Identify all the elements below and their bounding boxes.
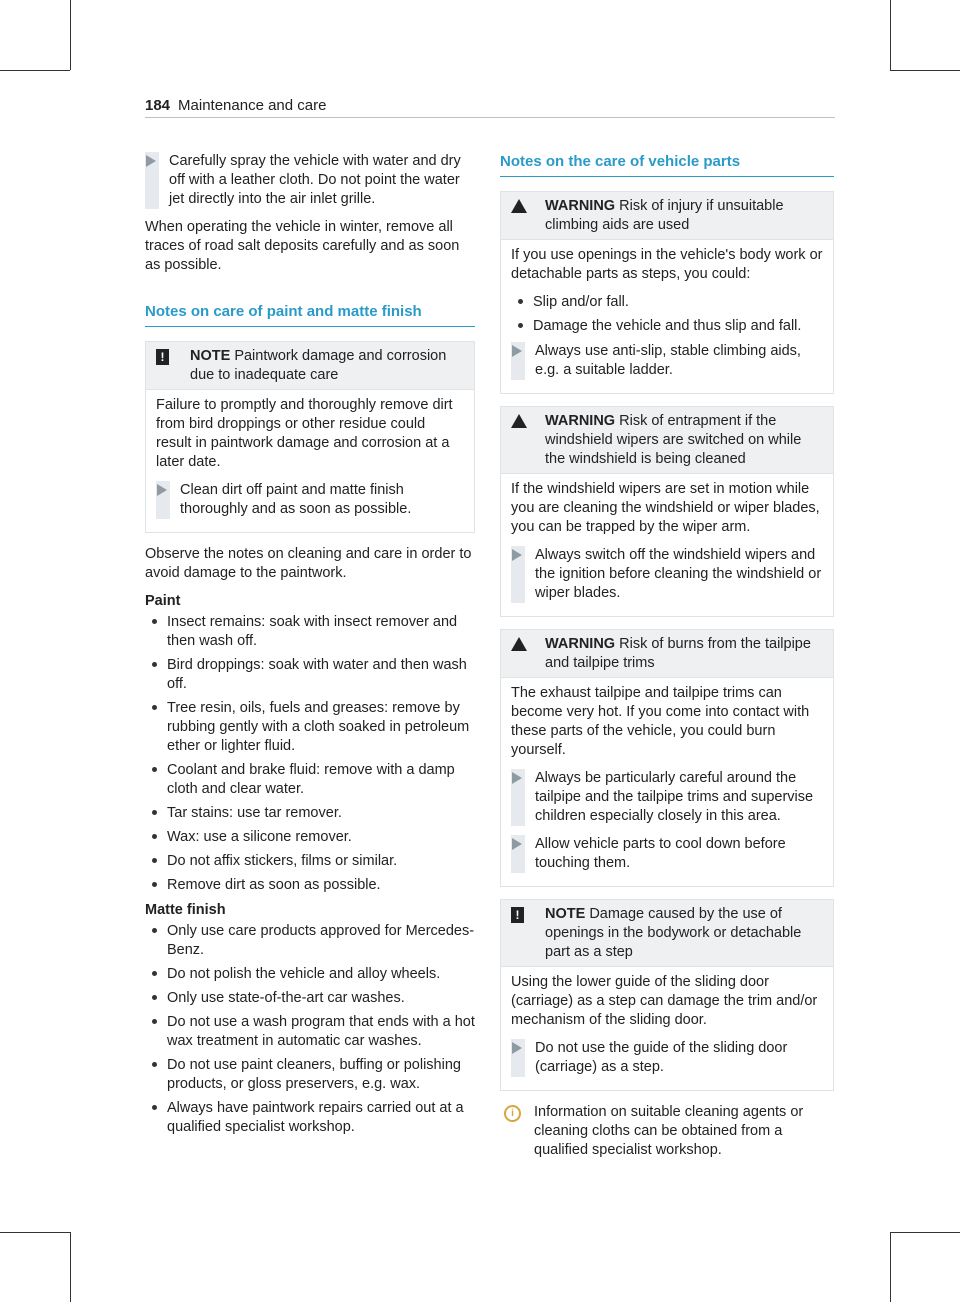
list-item: Do not polish the vehicle and alloy wheels. — [145, 965, 475, 984]
list-item: Coolant and brake fluid: remove with a damp cloth and clear water. — [145, 761, 475, 799]
warning-box: WARNING Risk of injury if unsuitable climbing aids are used If you use openings in the vehicle's body work or detachable parts as steps, you could: Slip and/or fall. Damage the vehicle and thus slip and fall. Always use anti-slip, stable climbing aids, e.g. a suitable ladder. — [500, 191, 834, 394]
list-item: Damage the vehicle and thus slip and fall. — [511, 317, 823, 336]
list-item: Only use care products approved for Mercedes-Benz. — [145, 922, 475, 960]
list-item: Do not affix stickers, films or similar. — [145, 852, 475, 871]
crop-mark — [70, 1232, 71, 1302]
right-column — [500, 152, 834, 1160]
crop-mark — [890, 1232, 891, 1302]
crop-mark — [0, 70, 70, 71]
crop-mark — [0, 1232, 70, 1233]
paragraph: Observe the notes on cleaning and care in order to avoid damage to the paintwork. — [145, 546, 472, 581]
warning-box: WARNING Risk of entrapment if the windshield wipers are switched on while the windshield is being cleaned If the windshield wipers are set in motion while you are cleaning the windshield or wiper blades, you can be trapped by the wiper arm. Always switch off the windshield wipers and the ignition before cleaning the windshield or wiper blades. — [500, 406, 834, 617]
instruction-step: Clean dirt off paint and matte finish thoroughly and as soon as possible. — [156, 481, 464, 519]
info-icon: i — [504, 1105, 521, 1122]
note-box: ! NOTE Damage caused by the use of openings in the bodywork or detachable part as a step Using the lower guide of the sliding door (carriage) as a step can damage the trim and/or mechanism of the sliding door. Do not use the guide of the sliding door (carriage) as a step. — [500, 899, 834, 1091]
page-number: 184 — [145, 97, 171, 114]
list-item: Tree resin, oils, fuels and greases: remove by rubbing gently with a cloth soaked in petroleum ether or lighter fluid. — [145, 699, 475, 756]
subheading-paint: Paint — [145, 593, 181, 609]
instruction-step: Allow vehicle parts to cool down before touching them. — [511, 835, 823, 873]
list-item: Always have paintwork repairs carried out at a qualified specialist workshop. — [145, 1099, 475, 1137]
warning-icon — [511, 414, 527, 428]
instruction-step: Always be particularly careful around the tailpipe and the tailpipe trims and supervise children especially closely in this area. — [511, 769, 823, 826]
arrow-icon — [157, 484, 167, 496]
list-item: Slip and/or fall. — [511, 293, 823, 312]
instruction-step: Do not use the guide of the sliding door (carriage) as a step. — [511, 1039, 823, 1077]
list-item: Tar stains: use tar remover. — [145, 804, 475, 823]
section-heading: Notes on the care of vehicle parts — [500, 152, 834, 177]
note-box: ! NOTE Paintwork damage and corrosion due to inadequate care Failure to promptly and thoroughly remove dirt from bird droppings or other residue could result in paintwork damage and corrosion at a later date. Clean dirt off paint and matte finish thoroughly and as soon as possible. — [145, 341, 475, 533]
subheading-matte: Matte finish — [145, 902, 226, 918]
matte-list — [145, 922, 475, 1137]
paint-list — [145, 613, 475, 895]
instruction-step: Always switch off the windshield wipers and the ignition before cleaning the windshield or wiper blades. — [511, 546, 823, 603]
warning-icon — [511, 637, 527, 651]
section-name: Maintenance and care — [178, 97, 327, 114]
instruction-step: Always use anti-slip, stable climbing aids, e.g. a suitable ladder. — [511, 342, 823, 380]
info-note: i Information on suitable cleaning agents or cleaning cloths can be obtained from a qualified specialist workshop. — [500, 1103, 834, 1160]
notice-icon: ! — [156, 349, 169, 365]
header-divider — [145, 117, 835, 118]
warning-icon — [511, 199, 527, 213]
list-item: Do not use a wash program that ends with a hot wax treatment in automatic car washes. — [145, 1013, 475, 1051]
note-label: NOTE — [190, 348, 231, 364]
crop-mark — [890, 1232, 960, 1233]
list-item: Bird droppings: soak with water and then wash off. — [145, 656, 475, 694]
arrow-icon — [512, 549, 522, 561]
crop-mark — [890, 0, 891, 70]
section-heading: Notes on care of paint and matte finish — [145, 302, 475, 327]
instruction-step: Carefully spray the vehicle with water and dry off with a leather cloth. Do not point the water jet directly into the air inlet grille. — [145, 152, 475, 209]
arrow-icon — [512, 345, 522, 357]
list-item: Only use state-of-the-art car washes. — [145, 989, 475, 1008]
arrow-icon — [512, 772, 522, 784]
list-item: Remove dirt as soon as possible. — [145, 876, 475, 895]
paragraph: When operating the vehicle in winter, remove all traces of road salt deposits carefully and as soon as possible. — [145, 219, 460, 273]
crop-mark — [890, 70, 960, 71]
list-item: Do not use paint cleaners, buffing or polishing products, or gloss preservers, e.g. wax. — [145, 1056, 475, 1094]
crop-mark — [70, 0, 71, 70]
arrow-icon — [146, 155, 156, 167]
arrow-icon — [512, 1042, 522, 1054]
list-item: Wax: use a silicone remover. — [145, 828, 475, 847]
notice-icon: ! — [511, 907, 524, 923]
page-header — [145, 96, 835, 115]
list-item: Insect remains: soak with insect remover and then wash off. — [145, 613, 475, 651]
left-column — [145, 152, 475, 1143]
warning-box: WARNING Risk of burns from the tailpipe and tailpipe trims The exhaust tailpipe and tailpipe trims can become very hot. If you come into contact with these parts of the vehicle, you could burn yourself. Always be particularly careful around the tailpipe and the tailpipe trims and supervise children especially closely in this area. Allow vehicle parts to cool down before touching them. — [500, 629, 834, 887]
arrow-icon — [512, 838, 522, 850]
